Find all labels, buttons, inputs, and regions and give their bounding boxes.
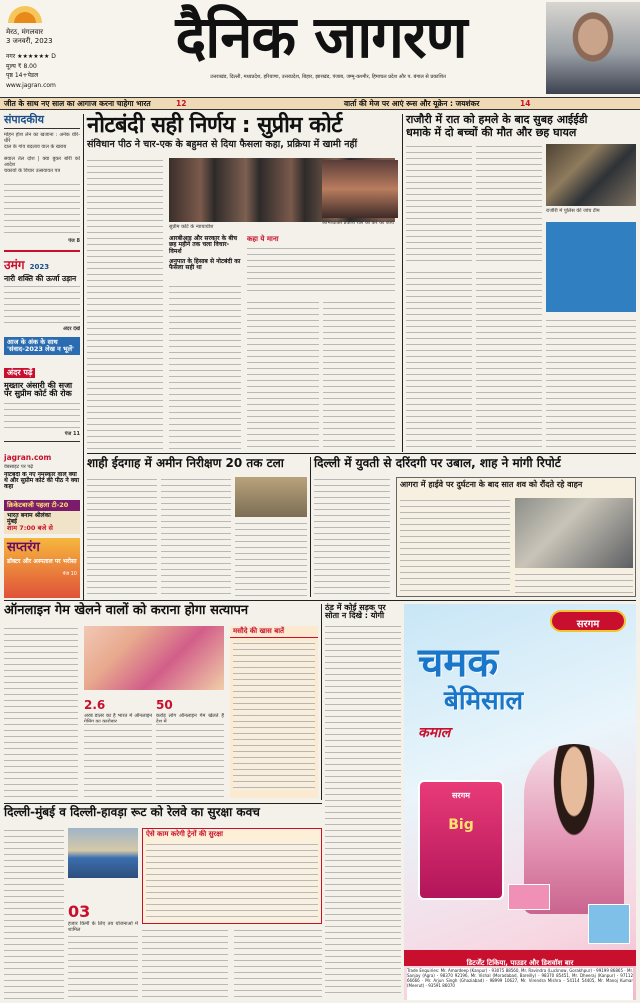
saptrang-text: डॉक्टर और अस्पताल पर भरोसा: [7, 557, 77, 565]
today-box[interactable]: [4, 337, 80, 355]
gaming-col-3: [156, 722, 224, 798]
inside-box[interactable]: [4, 360, 80, 437]
sidebar-divider: [83, 114, 84, 600]
cricket-teams: भारत बनाम श्रीलंका: [7, 511, 51, 519]
strip-right-text[interactable]: वार्ता की मेज पर आएं रूस और यूक्रेन : जयशंकर: [344, 99, 480, 108]
rajouri-headline-2[interactable]: धमाके में दो बच्चों की मौत और छह घायल: [406, 125, 577, 139]
agra-box: [396, 477, 636, 597]
jagran-com-text: नोटबंदी के नए नमस्कार वाले क्या थे और सुप्रीम कोर्ट की पीठ ने क्या कहा: [4, 471, 80, 491]
rajouri-col-3: [406, 270, 472, 450]
jaishankar-photo: [546, 2, 640, 94]
yogi-headline-2[interactable]: सोता न दिखे : योगी: [325, 611, 385, 621]
gaming-stat-2-number: 50: [156, 698, 173, 712]
agra-headline[interactable]: आगरा में हाईवे पर दुर्घटना के बाद सात शव को रौंदते रहे वाहन: [400, 480, 583, 489]
ad-bar-2: [588, 904, 630, 944]
ad-trade-enquiries: Trade Enquiries: Mr. Amardeep (Kanpur) - 93075 88560, Mr. Ravindra (Lucknow, Gorakhpur) - 99199 86865 · Mr. Sanjay (Agra) - 98370 92196, Mr. Vishal (Moradabad, Bareilly) - 98370 85451, Mr. Dheeraj (Kanpur) - 97112 66666 · Mr. Arjun Singh (Ghaziabad) - 98999 10627, Mr. Virendra Mishra - 54114 54405, Mr. Manoj Kumar (Meerut) - 93591 86070: [407, 968, 633, 1000]
rajouri-photo: [546, 144, 636, 206]
gaming-stat-1-number: 2.6: [84, 698, 106, 712]
today-text: 'संवाद-2023 लेख न भूलें': [7, 345, 75, 354]
top-strip: [0, 97, 640, 110]
umang-text: [4, 284, 80, 326]
gaming-headline[interactable]: ऑनलाइन गेम खेलने वालों को कराना होगा सत्यापन: [4, 603, 249, 618]
inside-headline: मुख्तार अंसारी की सजा पर सुप्रीम कोर्ट की रोक: [4, 381, 73, 399]
rail-train-photo: [68, 828, 138, 878]
ad-headline-1: चमक: [418, 640, 499, 686]
lead-side-photo: [322, 160, 398, 218]
lead-bullet: अनुपात के हिसाब से नोटबंदी का फैसला सही था: [169, 257, 241, 272]
idgah-col-2: [161, 477, 231, 597]
idgah-divider: [310, 457, 311, 597]
gaming-draft-text: [233, 641, 315, 791]
judges-photo-caption: सुप्रीम कोर्ट के न्यायाधीश: [169, 224, 214, 230]
lead-side-column: [322, 160, 398, 450]
agra-caption: [515, 572, 633, 594]
rail-col-2: [68, 934, 138, 1000]
umang-sub: अंदर देखें: [62, 326, 80, 333]
delhi-col-1: [314, 477, 390, 597]
rail-info-text: [146, 842, 318, 920]
lead-headline[interactable]: नोटबंदी सही निर्णय : सुप्रीम कोर्ट: [87, 113, 342, 138]
ad-tagline: कमाल: [418, 725, 451, 741]
website[interactable]: www.jagran.com: [6, 82, 56, 89]
rajouri-blue-box: [546, 222, 636, 312]
jagran-com-sub: वेबसाइट पर पढ़ें: [4, 463, 34, 470]
yogi-headline-1[interactable]: ठंड में कोई सड़क पर: [325, 603, 386, 612]
ad-pack: [418, 780, 504, 900]
gaming-draft-box: [230, 626, 318, 798]
lead-col-2: [169, 284, 241, 450]
rail-info-box: [142, 828, 322, 924]
rail-col-1: [4, 828, 64, 1000]
delhi-headline[interactable]: दिल्ली में युवती से दरिंदगी पर उबाल, शाह ने मांगी रिपोर्ट: [314, 456, 561, 470]
rajouri-col-4: [476, 270, 542, 450]
rajouri-col-2: [476, 144, 542, 264]
hr-3: [4, 803, 322, 804]
dateline-city: मेरठ, मंगलवार: [6, 28, 44, 36]
lead-col-3: [247, 300, 319, 450]
rajouri-headline-1[interactable]: राजौरी में रात को हमले के बाद सुबह आईईडी: [406, 113, 588, 126]
rail-info-title: ऐसे काम करेगी ट्रेनों की सुरक्षा: [146, 830, 223, 838]
rajouri-col-1: [406, 144, 472, 264]
ad-pack-brand: सरगम: [452, 791, 470, 800]
rajouri-story: [406, 114, 636, 452]
inside-page: पेज 11: [64, 430, 80, 437]
ad-footer-bar: [404, 950, 636, 966]
dateline-date: 3 जनवरी, 2023: [6, 37, 53, 45]
cricket-time: शाम 7:00 बजे से: [7, 524, 53, 533]
idgah-col-1: [87, 477, 157, 597]
today-title: आज के अंक के साथ: [7, 338, 58, 347]
editorial-title: संपादकीय: [4, 114, 80, 129]
sidebar: [4, 114, 80, 600]
gaming-stat-2: [156, 694, 224, 725]
umang-box[interactable]: [4, 250, 80, 333]
umang-year: 2023: [29, 262, 50, 271]
ad-pack-label: Big: [448, 817, 474, 834]
saptrang-page: पेज 10: [62, 570, 77, 577]
hr-1: [87, 453, 636, 454]
editorial-list: [4, 132, 80, 180]
editorial-page: पेज 8: [68, 237, 80, 244]
gaming-photo: [84, 626, 224, 690]
gaming-stat-1: [84, 694, 152, 725]
rail-col-3: [142, 928, 228, 1000]
jagran-web-box[interactable]: [4, 441, 80, 496]
inside-text: [4, 401, 80, 431]
page-count: पृष्ठ 14+पेडल: [6, 72, 39, 79]
ad-footer-text: डिटर्जेंट टिकिया, पाउडर और डिशवॉश बार: [466, 959, 574, 967]
umang-headline: नारी शक्ति की ऊर्जा उड़ान: [4, 273, 77, 283]
editions-line: उत्तराखंड, दिल्ली, मध्यप्रदेश, हरियाणा, उत्तरप्रदेश, बिहार, झारखंड, पंजाब, जम्मू-कश्मीर, हिमाचल प्रदेश और प. बंगाल से प्रकाशित: [210, 74, 446, 80]
umang-title: उमंग: [4, 257, 25, 272]
newspaper-title: दैनिक जागरण: [175, 3, 467, 71]
ad-headline-2: बेमिसाल: [444, 686, 524, 716]
delhi-story: [314, 457, 636, 597]
saptrang-label: सप्तरंग: [7, 540, 40, 556]
gaming-col-1: [4, 626, 78, 798]
lead-side-caption: अभिव्यक्ति प्रकाश रॉल को करें का कार्य: [322, 220, 394, 226]
editorial-item[interactable]: मोहन होश लेन का खजाना : अनेक धीरे-धीरे: [4, 131, 80, 144]
gaming-draft-title: मसौदे की खास बातें: [230, 626, 318, 638]
gaming-stat-2-text: करोड़ लोग ऑनलाइन गेम खेलते हैं: [156, 713, 224, 719]
gaming-story: [4, 604, 318, 800]
jagran-sun-logo: [8, 6, 42, 23]
gaming-divider: [321, 604, 322, 800]
rail-number: 03: [68, 902, 91, 921]
lead-col-1: [87, 158, 163, 450]
rail-col-4: [234, 928, 322, 1000]
strip-right-page: 14: [520, 99, 531, 108]
cricket-title: क्रिकेटबाजी पहला टी-20: [7, 500, 69, 509]
rail-number-box: [68, 902, 138, 933]
strip-left-text[interactable]: जीत के साथ नए साल का आगाज करना चाहेगा भारत: [4, 99, 151, 108]
editorial-item[interactable]: चकायों के विचार उत्सवावत पत्र: [4, 167, 61, 174]
idgah-headline[interactable]: शाही ईदगाह में अमीन निरीक्षण 20 तक टला: [87, 456, 284, 470]
cricket-box[interactable]: [4, 500, 80, 511]
ad-brand-text: सरगम: [576, 619, 600, 630]
gaming-col-2: [84, 722, 152, 798]
lead-subhead: संविधान पीठ ने चार-एक के बहुमत से दिया फैसला कहा, प्रक्रिया में खामी नहीं: [87, 139, 358, 151]
lead-divider: [402, 114, 403, 452]
idgah-photo: [235, 477, 307, 517]
agra-photo: [515, 498, 633, 568]
edition-code: नगर ★★★★★★ D: [6, 53, 56, 60]
strip-left-page: 12: [176, 99, 187, 108]
yogi-story: [325, 604, 401, 1000]
rail-story: [4, 806, 322, 1000]
jagran-com-label: jagran.com: [4, 452, 52, 462]
yogi-text: [325, 624, 401, 994]
rail-number-text: हजार किमी के लिए तय योजनाओं में शामिल: [68, 921, 138, 933]
lead-bullets: [169, 236, 241, 271]
sargam-ad[interactable]: [404, 604, 636, 1000]
idgah-story: [87, 457, 307, 597]
editorial-item[interactable]: सवाल तेल दोश | क्या बुकर बोरी को आदेश: [4, 155, 80, 168]
rajouri-photo-caption: राजौरी में पुलिस की जांच टीम: [546, 208, 600, 214]
cricket-details: [4, 511, 80, 534]
idgah-col-3: [235, 521, 307, 597]
side-box-title: कहा ये माना: [247, 235, 279, 243]
agra-text: [400, 498, 510, 594]
masthead: [0, 0, 640, 97]
price: मूल्य ₹ 8.00: [6, 63, 37, 70]
saptrang-box[interactable]: [4, 538, 80, 598]
lead-bullet: आरबीआइ और सरकार के बीच छह महीने तक चला विचार-विमर्श: [169, 235, 238, 255]
rajouri-col-5: [546, 318, 636, 450]
editorial-text: [4, 182, 80, 238]
editorial-item[interactable]: दाल के गांव बदलाव वाल के खराब: [4, 143, 67, 150]
ad-brand-logo: [550, 610, 626, 632]
rail-headline[interactable]: दिल्ली-मुंबई व दिल्ली-हावड़ा रूट को रेलवे का सुरक्षा कवच: [4, 805, 260, 819]
gaming-stat-1-text: अरब डालर का है भारत में ऑनलाइन: [84, 713, 152, 719]
ad-bar-1: [508, 884, 550, 910]
inside-title: अंदर पढ़ें: [4, 368, 35, 378]
hr-2: [4, 600, 636, 601]
cricket-venue: मुंबई: [7, 517, 17, 525]
